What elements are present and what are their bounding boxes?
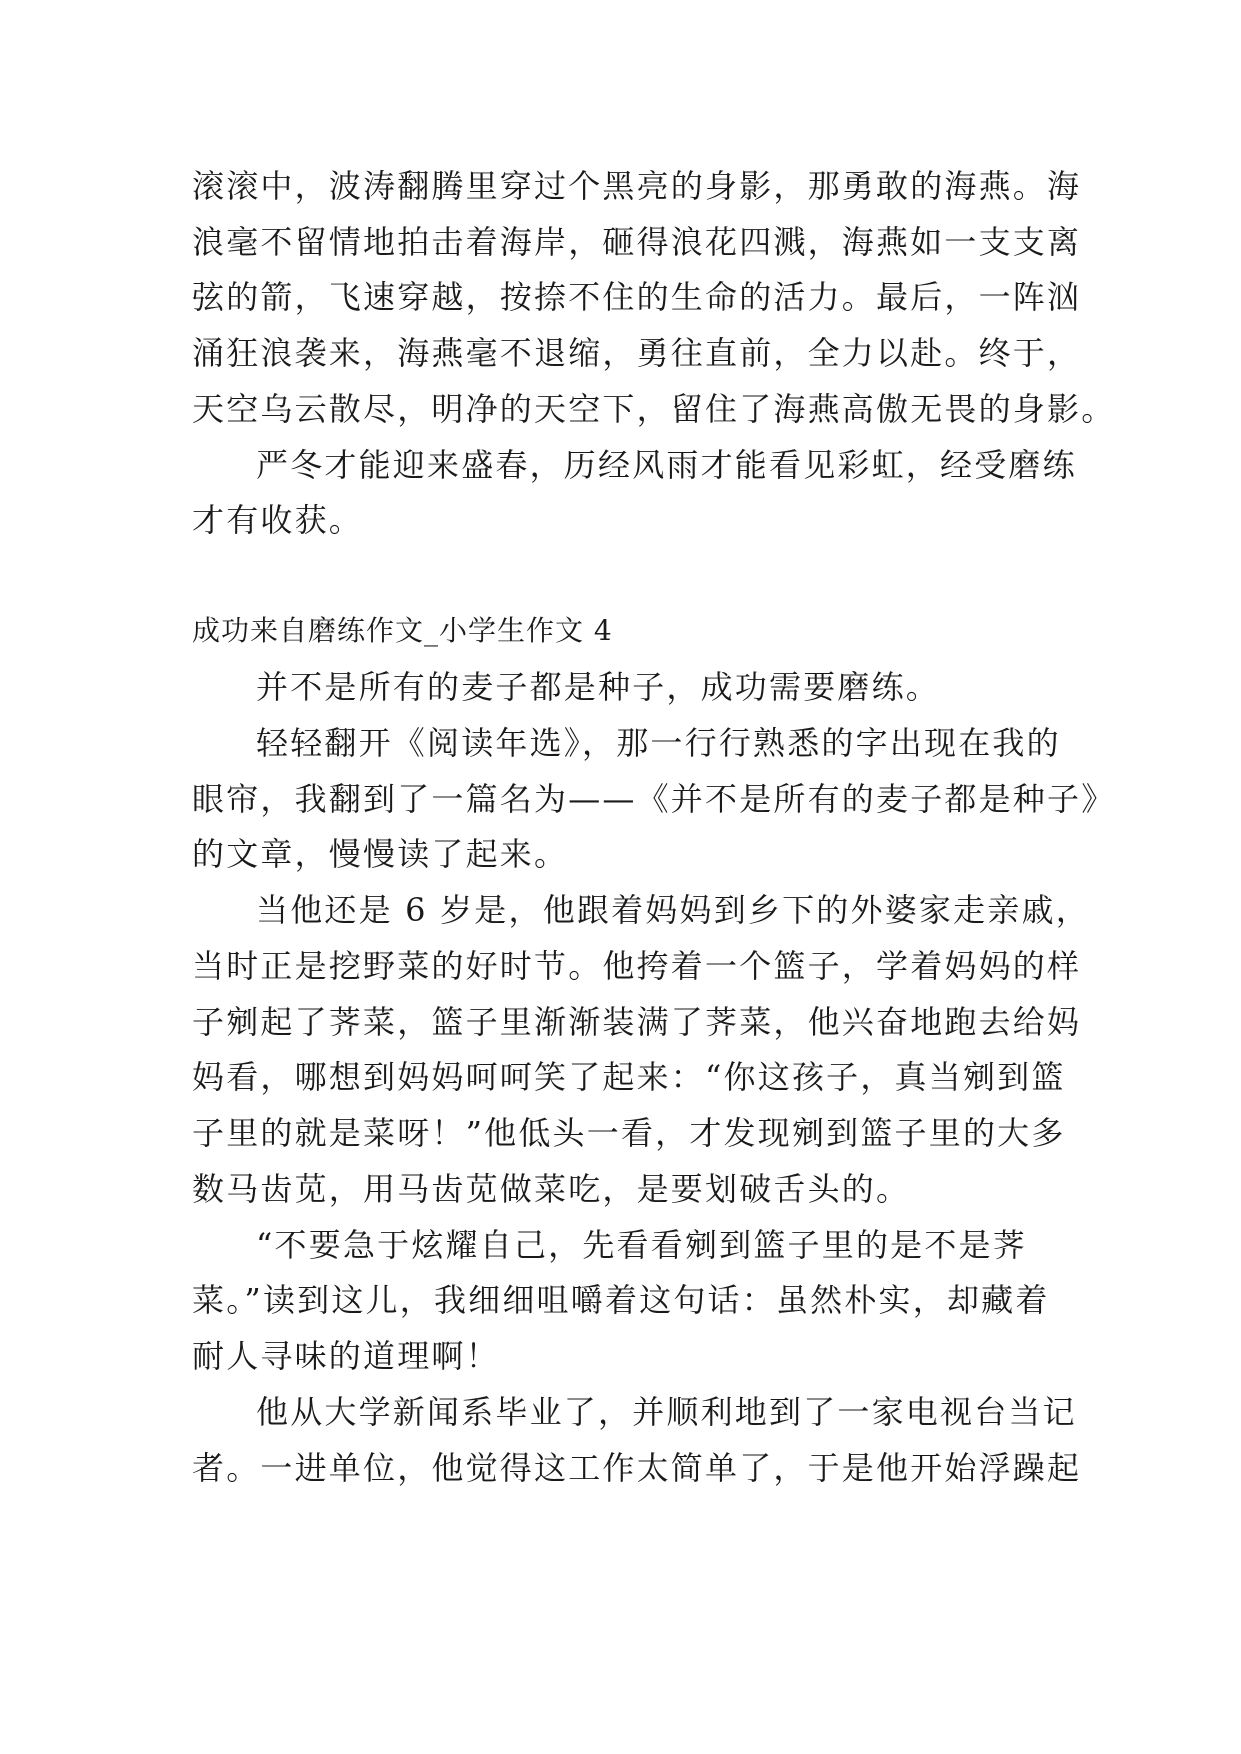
- text-line: 他从大学新闻系毕业了，并顺利地到了一家电视台当记: [256, 1393, 1077, 1431]
- text-line: 子剜起了荠菜，篮子里渐渐装满了荠菜，他兴奋地跑去给妈: [192, 1003, 1082, 1041]
- text-line: 菜。”读到这儿，我细细咀嚼着这句话：虽然朴实，却藏着: [192, 1281, 1050, 1319]
- text-line: 妈看，哪想到妈妈呵呵笑了起来：“你这孩子，真当剜到篮: [192, 1058, 1066, 1096]
- text-line: 眼帘，我翻到了一篇名为——《并不是所有的麦子都是种子》: [192, 780, 1116, 818]
- text-line: 轻轻翻开《阅读年选》，那一行行熟悉的字出现在我的: [256, 724, 1061, 762]
- text-line: “不要急于炫耀自己，先看看剜到篮子里的是不是荠: [256, 1226, 1027, 1264]
- text-line: 的文章，慢慢读了起来。: [192, 835, 569, 873]
- text-line: 涌狂浪袭来，海燕毫不退缩，勇往直前，全力以赴。终于，: [192, 334, 1082, 372]
- text-line: 子里的就是菜呀！”他低头一看，才发现剜到篮子里的大多: [192, 1114, 1066, 1152]
- text-line: 弦的箭，飞速穿越，按捺不住的生命的活力。最后，一阵汹: [192, 278, 1082, 316]
- section-title: 成功来自磨练作文_小学生作文 4: [192, 614, 613, 647]
- text-line: 天空乌云散尽，明净的天空下，留住了海燕高傲无畏的身影。: [192, 390, 1116, 428]
- text-line: 才有收获。: [192, 501, 364, 539]
- text-line: 数马齿苋，用马齿苋做菜吃，是要划破舌头的。: [192, 1170, 911, 1208]
- text-line: 耐人寻味的道理啊！: [192, 1337, 500, 1375]
- text-line: 严冬才能迎来盛春，历经风雨才能看见彩虹，经受磨练: [256, 446, 1077, 484]
- text-line: 当他还是 6 岁是，他跟着妈妈到乡下的外婆家走亲戚，: [256, 891, 1090, 929]
- text-line: 滚滚中，波涛翻腾里穿过个黑亮的身影，那勇敢的海燕。海: [192, 167, 1082, 205]
- text-line: 浪毫不留情地拍击着海岸，砸得浪花四溅，海燕如一支支离: [192, 223, 1082, 261]
- text-line: 者。一进单位，他觉得这工作太简单了，于是他开始浮躁起: [192, 1449, 1082, 1487]
- text-line: 当时正是挖野菜的好时节。他挎着一个篮子，学着妈妈的样: [192, 947, 1082, 985]
- text-line: 并不是所有的麦子都是种子，成功需要磨练。: [256, 668, 941, 706]
